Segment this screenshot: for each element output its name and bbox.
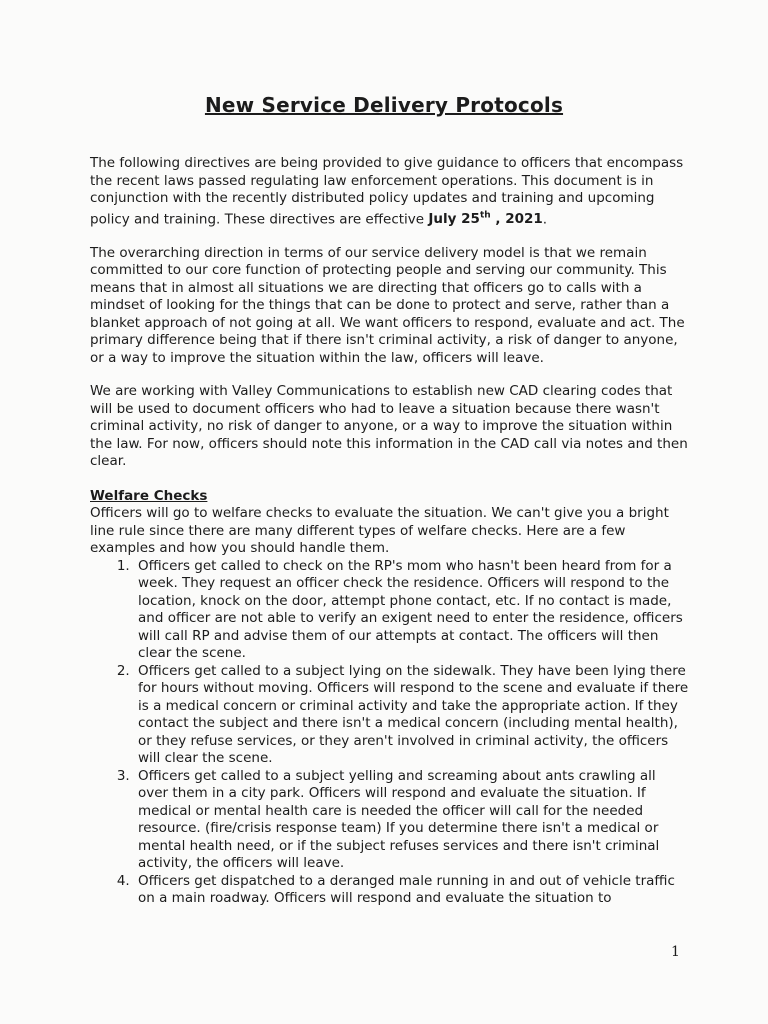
page-number: 1 bbox=[671, 944, 680, 960]
welfare-checks-heading: Welfare Checks bbox=[90, 487, 208, 504]
welfare-examples-list bbox=[90, 558, 690, 908]
page-title: New Service Delivery Protocols bbox=[204, 93, 564, 117]
effective-date: July 25th , 2021 bbox=[428, 210, 543, 227]
intro-text: The following directives are being provided to give guidance to officers that encompass the recent laws passed regulating law enforcement operations. This document is in conjunction with the recently distributed policy updates and training and upcoming policy and training. These directives are effective bbox=[90, 155, 684, 227]
welfare-checks-intro: Officers will go to welfare checks to evaluate the situation. We can't give you a bright line rule since there are many different types of welfare checks. Here are a few examples and how you should handle them. bbox=[90, 505, 669, 556]
list-item: 3. Officers get called to a subject yelling and screaming about ants crawling all over them in a city park. Officers will respond and evaluate the situation. If medical or mental health care is needed the officer will call for the needed resource. (fire/crisis response team) If you determine there isn't a medical or mental health need, or if the subject refuses services and there isn't criminal activity, the officers will leave. bbox=[134, 768, 690, 873]
overarching-direction-paragraph: The overarching direction in terms of our service delivery model is that we remain committed to our core function of protecting people and serving our community. This means that in almost all situations we are directing that officers go to calls with a mindset of looking for the things that can be done to protect and serve, rather than a blanket approach of not going at all. We want officers to respond, evaluate and act. The primary difference being that if there isn't criminal activity, a risk of danger to anyone, or a way to improve the situation within the law, officers will leave. bbox=[90, 244, 685, 366]
cad-clearing-paragraph: We are working with Valley Communications to establish new CAD clearing codes that will be used to document officers who had to leave a situation because there wasn't criminal activity, no risk of danger to anyone, or a way to improve the situation within the law. For now, officers should note this information in the CAD call via notes and then clear. bbox=[90, 383, 688, 469]
document-body bbox=[90, 155, 690, 908]
list-item: 4. Officers get dispatched to a deranged male running in and out of vehicle traffic on a main roadway. Officers will respond and evaluate the situation to bbox=[134, 873, 690, 908]
list-item: 1. Officers get called to check on the RP's mom who hasn't been heard from for a week. They request an officer check the residence. Officers will respond to the location, knock on the door, attempt phone contact, etc. If no contact is made, and officer are not able to verify an exigent need to enter the residence, officers will call RP and advise them of our attempts at contact. The officers will then clear the scene. bbox=[134, 558, 690, 663]
list-item: 2. Officers get called to a subject lying on the sidewalk. They have been lying there for hours without moving. Officers will respond to the scene and evaluate if there is a medical concern or criminal activity and take the appropriate action. If they contact the subject and there isn't a medical concern (including mental health), or they refuse services, or they aren't involved in criminal activity, the officers will clear the scene. bbox=[134, 663, 690, 768]
intro-paragraph: The following directives are being provided to give guidance to officers that encompass the recent laws passed regulating law enforcement operations. This document is in conjunction with the recently distributed policy updates and training and upcoming policy and training. These directives are effective July 25th , 2021. bbox=[90, 155, 684, 227]
